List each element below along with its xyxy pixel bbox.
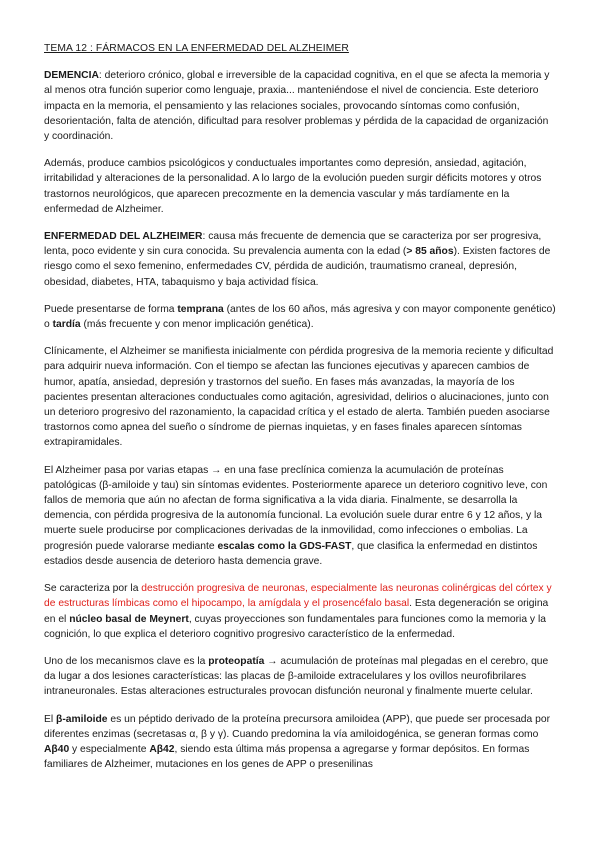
paragraph-etapas (44, 463, 556, 569)
document-title: TEMA 12 : FÁRMACOS EN LA ENFERMEDAD DEL ALZHEIMER (44, 43, 349, 54)
paragraph-text: (más frecuente y con menor implicación genética). (80, 319, 314, 331)
highlight-destruccion-neuronas: destrucción progresiva de neuronas, especialmente las neuronas colinérgicas del córtex y de estructuras límbicas como el hipocampo, la amígdala y el prosencéfalo basal (44, 583, 552, 610)
paragraph-text: Puede presentarse de forma (44, 303, 178, 315)
term-nucleo-basal-meynert: núcleo basal de Meynert (69, 613, 189, 625)
paragraph-text: El Alzheimer pasa por varias etapas → en una fase preclínica comienza la acumulación de proteínas patológicas (β-amiloide y tau) sin síntomas evidentes. Posteriormente aparece un deterioro cognitivo leve, con fallos de memoria que aún no afectan de forma significativa a la vida diaria. Finalmente, se desarrolla la demencia, con pérdida progresiva de la autonomía funcional. La evolución suele durar entre 6 y 12 años, y la muerte suele producirse por complicaciones derivadas de la inmovilidad, como infecciones o embolias. La progresión puede valorarse mediante (44, 464, 548, 552)
term-edad: > 85 años (406, 246, 454, 258)
term-temprana: temprana (177, 303, 224, 315)
paragraph-text: El (44, 713, 57, 725)
paragraph-text: Además, produce cambios psicológicos y conductuales importantes como depresión, ansiedad, agitación, irritabilidad y alteraciones de la personalidad. A lo largo de la evolución pueden surgir déficits motores y otros trastornos neurológicos, que aparecen precozmente en la demencia vascular y más tardíamente en la enfermedad de Alzheimer. (44, 158, 542, 215)
term-beta-amiloide: β-amiloide (56, 713, 108, 725)
term-tardia: tardía (52, 319, 81, 331)
paragraph-proteopatia (44, 654, 556, 700)
paragraph-text: : causa más frecuente de demencia que se caracteriza por ser progresiva, lenta, poco evidente y sin cura conocida. Su prevalencia aumenta con la edad ( (44, 231, 542, 258)
term-demencia: DEMENCIA (44, 70, 99, 82)
paragraph-text: : deterioro crónico, global e irreversible de la capacidad cognitiva, en el que se afecta la memoria y al menos otra función superior como lenguaje, praxia... manteniéndose el nivel de conciencia. Este deterioro impacta en la memoria, el pensamiento y las relaciones sociales, provocando síntomas como confusión, desorientación, falta de atención, dificultad para resolver problemas y pérdida de la capacidad de organización y coordinación. (44, 70, 550, 143)
paragraph-text: y especialmente (69, 743, 150, 755)
paragraph-beta-amiloide (44, 712, 556, 773)
term-abeta42: Aβ42 (149, 743, 175, 755)
paragraph-text: es un péptido derivado de la proteína precursora amiloidea (APP), que puede ser procesada por diferentes enzimas (secretasas α, β y γ). Cuando predomina la vía amiloidogénica, se generan formas como (44, 713, 551, 740)
paragraph-text: ). Existen factores de riesgo como el sexo femenino, enfermedades CV, pérdida de audición, traumatismo craneal, depresión, obesidad, diabetes, HTA, tabaquismo y baja actividad física. (44, 246, 551, 288)
paragraph-text: . Esta degeneración se origina en el (44, 598, 549, 625)
paragraph-enfermedad-alzheimer (44, 229, 556, 290)
paragraph-destruccion-neuronas (44, 581, 556, 642)
paragraph-clinica (44, 344, 556, 450)
term-gds-fast: escalas como la GDS-FAST (217, 540, 352, 552)
paragraph-text: Se caracteriza por la (44, 583, 142, 595)
term-abeta40: Aβ40 (44, 743, 70, 755)
paragraph-text: , siendo esta última más propensa a agregarse y formar depósitos. En formas familiares de Alzheimer, mutaciones en los genes de APP o presenilinas (44, 743, 530, 771)
paragraph-text: , que clasifica la enfermedad en distintos estadios desde ausencia de deterioro hasta demencia grave. (44, 540, 538, 567)
paragraph-demencia (44, 68, 556, 144)
paragraph-text: , cuyas proyecciones son fundamentales para funciones como la memoria y la cognición, lo que explica el deterioro cognitivo progresivo característico de la enfermedad. (44, 613, 546, 640)
paragraph-cambios-psicologicos (44, 156, 556, 217)
paragraph-text: (antes de los 60 años, más agresiva y con mayor componente genético) o (44, 303, 556, 331)
paragraph-text: → acumulación de proteínas mal plegadas en el cerebro, que da lugar a dos lesiones características: las placas de β-amiloide extracelulares y los ovillos neurofibrilares intraneuronales. Estas alteraciones estructurales provocan disfunción neuronal y finalmente muerte celular. (44, 655, 549, 698)
paragraph-text: Uno de los mecanismos clave es la (44, 655, 209, 667)
term-enfermedad-alzheimer: ENFERMEDAD DEL ALZHEIMER (44, 231, 203, 243)
paragraph-text: Clínicamente, el Alzheimer se manifiesta inicialmente con pérdida progresiva de la memoria reciente y dificultad para adquirir nueva información. Con el tiempo se afectan las funciones ejecutivas y aparecen cambios de humor, apatía, ansiedad, depresión y trastornos del sueño. En fases más avanzadas, la mayoría de los pacientes presentan alteraciones conductuales como agitación, agresividad, delirios o alucinaciones, junto con un deterioro progresivo del razonamiento, la capacidad crítica y el estado de alerta. También pueden asociarse trastornos como apnea del sueño o síndrome de piernas inquietas, y en fases finales aparecen síntomas extrapiramidales. (44, 346, 554, 449)
paragraph-formas (44, 302, 556, 332)
term-proteopatia: proteopatía (208, 655, 265, 667)
